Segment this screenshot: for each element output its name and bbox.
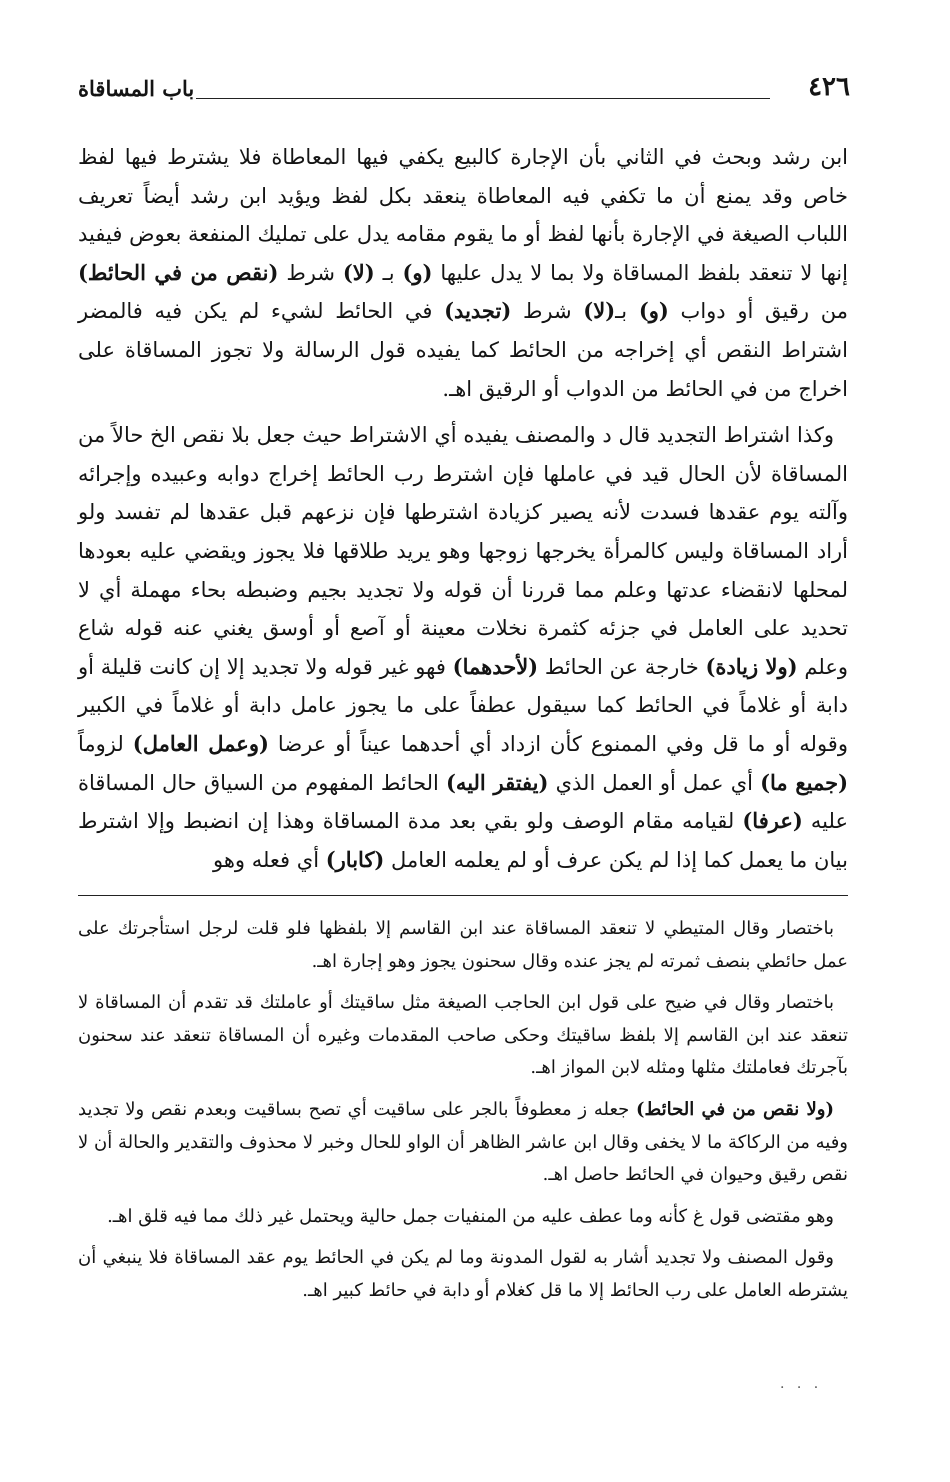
text-run: وكذا اشتراط التجديد قال د والمصنف يفيده أي الاشتراط حيث جعل بلا نقص الخ حالاً من المساقاة لأن الحال قيد في عاملها فإن اشترط رب الحائط إخراج دوابه وعبيده وإجرائه وآلته يوم عقدها فسدت لأنه يصير كزيادة اشترطها فإن نزعهم قبل عقدها لم تفسد ولو أراد المساقاة وليس كالمرأة يخرجها زوجها وهو يريد طلاقها فلا يجوز ويقضي عليه بعودها لمحلها لانقضاء عدتها وعلم مما قررنا أن قوله ولا تجديد بجيم وضبطه بحاء مهملة أي لا تحديد على العامل في جزئه كثمرة نخلات معينة أو آصع أو أوسق يغني عنه قوله شاع وعلم [78, 423, 849, 679]
text-run: أي فعله وهو [212, 847, 326, 872]
text-run: الحائط المفهوم من السياق حال المساقاة عليه [78, 770, 848, 834]
footnote-2: باختصار وقال في ضيح على قول ابن الحاجب الصيغة مثل ساقيتك أو عاملتك قد تقدم أن المساقاة لا تنعقد عند ابن القاسم إلا بلفظ ساقيتك وحكى صاحب المقدمات وغيره أن المساقاة تنعقد عند سحنون بآجرتك فعاملتك مثلها ومثله لابن المواز اهـ. [78, 992, 848, 1079]
text-run: فهو غير قوله ولا تجديد إلا إن كانت قليلة أو دابة أو غلاماً في الحائط كما سيقول عطفاً على ما يجوز عامل دابة أو غلاماً في الكبير وقوله أو ما قل وفي الممنوع كأن ازداد أي أحدهما عيناً أو عرضا [78, 654, 848, 756]
matn-term: (لأحدهما) [452, 653, 539, 679]
page-header [78, 70, 850, 114]
text-run: شرط [278, 260, 343, 285]
matn-term: (لا) [342, 259, 375, 285]
matn-term: (لا) [583, 298, 616, 324]
text-run: لزوماً [78, 731, 133, 756]
matn-term: (تجديد) [444, 298, 512, 324]
page-number: ٤٢٦ [808, 72, 850, 102]
main-text [78, 138, 848, 879]
matn-term: (ولا زيادة) [705, 653, 798, 679]
matn-term: (و) [402, 259, 433, 285]
header-rule [196, 98, 770, 99]
text-run: شرط [511, 299, 584, 324]
main-paragraph-1 [78, 138, 848, 408]
text-run: جعله ز معطوفاً بالجر على ساقيت أي تصح بساقيت وبعدم نقص ولا تجديد وفيه من الركاكة ما لا يخفى وقال ابن عاشر الظاهر أن الواو للحال وخبر لا محذوف والتقدير والحالة أن لا نقص رقيق وحيوان في الحائط حاصل اهـ. [78, 1098, 848, 1186]
matn-term: (عرفا) [742, 808, 803, 834]
text-run: أي عمل أو العمل الذي [548, 770, 761, 795]
footnotes [78, 913, 848, 1308]
text-run: خارجة عن الحائط [538, 654, 706, 679]
matn-term: (ولا نقص من في الحائط) [636, 1098, 834, 1120]
text-run: لقيامه مقام الوصف ولو بقي بعد مدة المساقاة وهذا إن انضبط وإلا اشترط بيان ما يعمل كما إذا لم يكن عرف أو لم يعلمه العامل [78, 809, 848, 872]
footnote-3 [78, 1094, 848, 1192]
matn-term: (كابار) [325, 846, 385, 872]
main-paragraph-2 [78, 416, 848, 879]
matn-term: (يفتقر اليه) [446, 769, 549, 795]
text-run: في الحائط لشيء لم يكن فيه فالمضر اشتراط النقص أي إخراجه من الحائط كما يفيده قول الرسالة ولا تجوز المساقاة على اخراج من في الحائط من الدواب أو الرقيق اهـ. [78, 299, 848, 401]
running-title: باب المساقاة [78, 76, 195, 101]
matn-term: (وعمل العامل) [132, 730, 269, 756]
matn-term: (جميع ما) [760, 769, 848, 795]
text-run: من رقيق أو دواب [668, 299, 848, 324]
text-run: ابن رشد وبحث في الثاني بأن الإجارة كالبيع يكفي فيها المعاطاة فلا يشترط فيها لفظ خاص وقد يمنع أن ما تكفي فيه المعاطاة ينعقد بكل لفظ ويؤيد ابن رشد أيضاً تعريف اللباب الصيغة في الإجارة بأنها لفظ أو ما يقوم مقامه يدل على تمليك المنفعة بعوض فيفيد إنها لا تنعقد بلفظ المساقاة ولا بما لا يدل عليها [78, 145, 848, 285]
footnote-separator [78, 895, 848, 896]
footnote-5: وقول المصنف ولا تجديد أشار به لقول المدونة وما لم يكن في الحائط يوم عقد المساقاة فلا ينبغي أن يشترطه العامل على رب الحائط إلا ما قل كغلام أو دابة في حائط كبير اهـ. [78, 1247, 848, 1301]
matn-term: (و) [638, 298, 669, 324]
matn-term: (نقص من في الحائط) [78, 259, 279, 285]
text-run: بـ [615, 299, 639, 324]
footnote-1: باختصار وقال المتيطي لا تنعقد المساقاة عند ابن القاسم إلا بلفظها فلو قلت لرجل استأجرتك على عمل حائطي بنصف ثمرته لم يجز عنده وقال سحنون يجوز وهو إجارة اهـ. [78, 918, 848, 972]
print-specks: · · · [780, 1380, 823, 1396]
footnote-4: وهو مقتضى قول غ كأنه وما عطف عليه من المنفيات جمل حالية ويحتمل غير ذلك مما فيه قلق اهـ. [107, 1205, 834, 1227]
text-run: بـ [374, 260, 403, 285]
